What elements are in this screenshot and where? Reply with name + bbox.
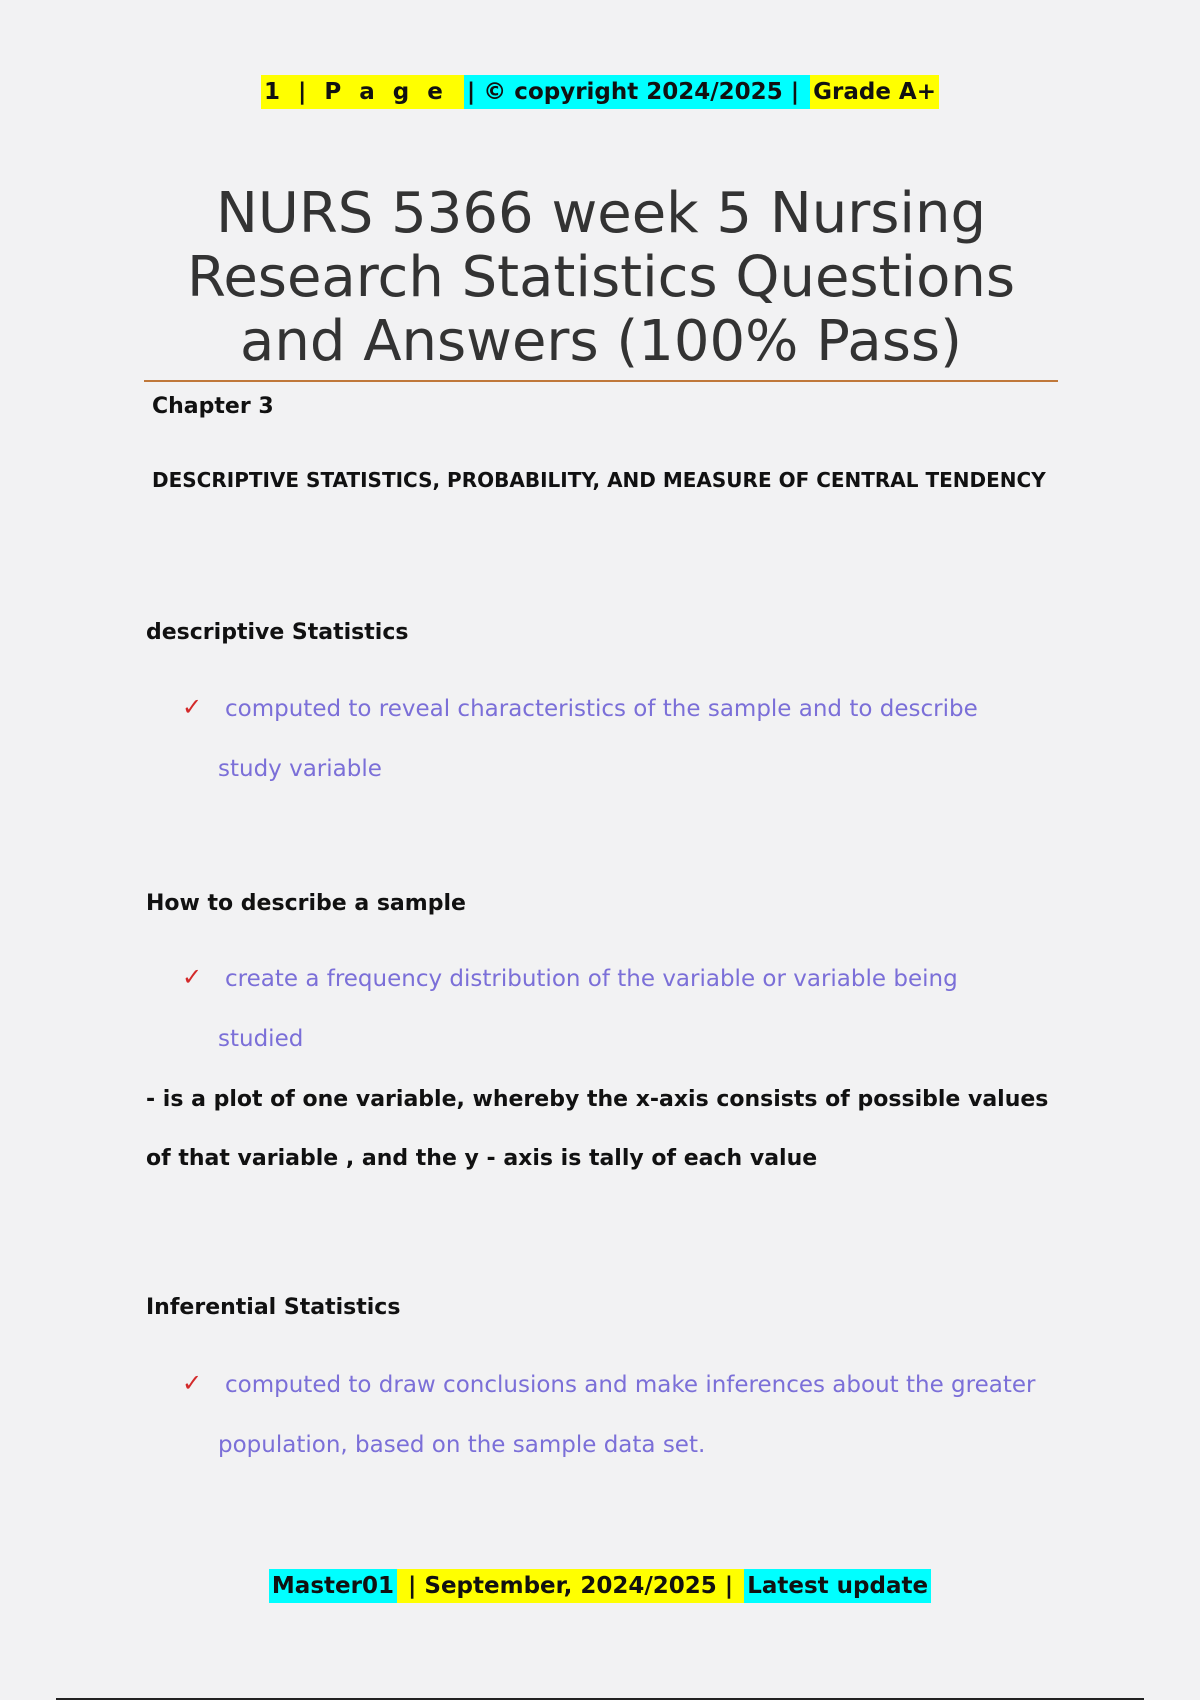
answer-descriptive-statistics: computed to reveal characteristics of the sample and to describe study variable [218, 696, 978, 782]
chapter-subheading: DESCRIPTIVE STATISTICS, PROBABILITY, AND MEASURE OF CENTRAL TENDENCY [152, 468, 1046, 492]
term-inferential-statistics: Inferential Statistics [146, 1295, 401, 1320]
check-icon: ✓ [182, 693, 203, 721]
term-descriptive-statistics: descriptive Statistics [146, 620, 409, 645]
footer-update: Latest update [744, 1569, 931, 1603]
page-number: 1 | P a g e [261, 75, 464, 109]
page-footer [0, 1566, 1200, 1606]
grade-badge: Grade A+ [810, 75, 939, 109]
check-icon: ✓ [182, 1369, 203, 1397]
page-header [0, 72, 1200, 112]
check-icon: ✓ [182, 963, 203, 991]
term-describe-sample: How to describe a sample [146, 891, 466, 916]
title-divider [144, 380, 1058, 382]
footer-author: Master01 [269, 1569, 397, 1603]
footer-date: | September, 2024/2025 | [397, 1569, 744, 1603]
answer-inferential-statistics: computed to draw conclusions and make inferences about the greater population, based on the sample data set. [218, 1372, 1036, 1458]
chapter-label: Chapter 3 [152, 394, 274, 419]
document-title: NURS 5366 week 5 Nursing Research Statistics Questions and Answers (100% Pass) [186, 181, 1016, 374]
answer-describe-sample: create a frequency distribution of the variable or variable being studied [218, 966, 958, 1052]
copyright-text: | © copyright 2024/2025 | [464, 75, 810, 109]
answer-note: - is a plot of one variable, whereby the x-axis consists of possible values of that variable , and the y - axis is tally of each value [146, 1087, 1049, 1171]
